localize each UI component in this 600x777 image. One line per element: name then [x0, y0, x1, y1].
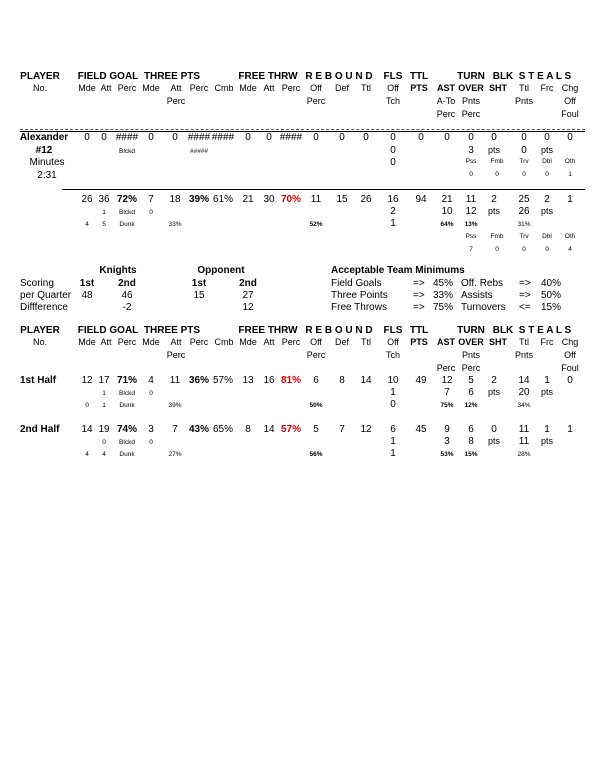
header-col-label: Mde	[78, 83, 96, 93]
stat-cell: 26	[81, 194, 93, 205]
stat-cell: 14	[81, 424, 93, 435]
turnover-type-label: Dbl	[542, 233, 552, 240]
header-col-label: Off	[564, 350, 576, 360]
rebound-perc: 56%	[309, 451, 323, 458]
header-col-label: Att	[100, 337, 112, 347]
turnover-type-label: Oth	[564, 158, 576, 165]
three-perc: 39%	[168, 402, 182, 409]
knights-q1: 48	[81, 290, 93, 301]
stat-cell: 11	[465, 194, 477, 205]
dunk-made: 4	[85, 451, 89, 458]
header-col-label: Frc	[540, 83, 554, 93]
player-stat-cell: ####	[211, 132, 235, 143]
header-col-label: Mde	[142, 337, 160, 347]
assist-turnover-perc: 53%	[440, 451, 454, 458]
rebound-perc: 52%	[309, 221, 323, 228]
header-group-label: BLK	[492, 325, 514, 336]
fouls-value: 0	[390, 145, 396, 156]
stat-cell: 94	[415, 194, 427, 205]
turnover-type-label: Pss	[465, 233, 477, 240]
stat-cell: 17	[98, 375, 110, 386]
stat-cell: 0	[491, 424, 497, 435]
steals-total: 0	[521, 145, 527, 156]
header-group-label: FLS	[383, 71, 403, 82]
minutes-label: Minutes	[29, 157, 65, 168]
stat-cell: 14	[263, 424, 275, 435]
header-col-label: Att	[263, 83, 275, 93]
assists-value: 10	[441, 206, 453, 217]
player-stat-cell: 0	[339, 132, 345, 143]
dunk-att: 1	[102, 402, 106, 409]
knights-diff: -2	[122, 302, 132, 313]
turnover-type-value: 0	[545, 246, 549, 253]
fouls-value: 0	[390, 157, 396, 168]
quarter-label: 1st	[79, 278, 95, 289]
header-col-label: Perc	[117, 337, 137, 347]
header-col-label: PTS	[410, 337, 428, 347]
stat-cell: 5	[468, 375, 474, 386]
player-stat-cell: 0	[313, 132, 319, 143]
header-col-label: Perc	[436, 363, 456, 373]
minimum-label: Three Points	[331, 290, 388, 301]
header-col-label: Att	[263, 337, 275, 347]
header-col-label: Foul	[561, 363, 579, 373]
scoring-row-label: Scoring	[20, 278, 54, 289]
turnover-type-label: Oth	[564, 233, 576, 240]
stat-cell: 14	[518, 375, 530, 386]
stat-cell: 21	[242, 194, 254, 205]
header-col-label: OVER	[458, 83, 484, 93]
points-unit: pts	[487, 145, 501, 155]
turnover-value: 12	[465, 206, 477, 217]
player-stat-cell: ####	[187, 132, 211, 143]
player-stat-cell: ####	[279, 132, 303, 143]
header-col-label: Foul	[561, 109, 579, 119]
player-stat-cell: 0	[390, 132, 396, 143]
player-stat-cell: 0	[521, 132, 527, 143]
header-col-label: Off	[387, 337, 399, 347]
half-label: 1st Half	[20, 375, 57, 386]
quarter-label: 1st	[191, 278, 207, 289]
knights-q2: 46	[121, 290, 133, 301]
steals-total: 11	[518, 436, 530, 447]
steals-total: 26	[518, 206, 530, 217]
header-col-label: SHT	[489, 83, 507, 93]
header-col-label: Off	[310, 83, 322, 93]
dunk-made: 0	[85, 402, 89, 409]
stat-cell: 11	[169, 375, 181, 386]
header-col-label: AST	[437, 337, 455, 347]
header-col-label: Perc	[461, 363, 481, 373]
header-group-label: TURN	[457, 71, 485, 82]
stat-cell: 45	[415, 424, 427, 435]
dunk-label: Dunk	[119, 402, 135, 409]
minimum-label: Turnovers	[461, 302, 506, 313]
player-stat-cell: 0	[266, 132, 272, 143]
scoring-row-label: Diffference	[20, 302, 68, 313]
blocked-label: Blckd	[119, 209, 135, 216]
blocked-count: 1	[102, 209, 106, 216]
stat-cell: 36%	[188, 375, 210, 386]
header-group-label: R E B O U N D	[305, 325, 373, 336]
blocked-label: Blckd	[119, 439, 135, 446]
minimum-arrow: =>	[519, 278, 531, 289]
quarter-label: 2nd	[239, 278, 257, 289]
steals-perc: 34%	[517, 402, 531, 409]
stat-cell: 15	[336, 194, 348, 205]
header-col-label: Ttl	[519, 83, 529, 93]
header-group-label: FREE THRW	[238, 71, 298, 82]
stat-cell: 57%	[280, 424, 302, 435]
header-col-label: Perc	[189, 337, 209, 347]
header-col-label: Ttl	[361, 337, 371, 347]
turnover-type-value: 4	[568, 246, 572, 253]
header-col-label: Off	[387, 83, 399, 93]
header-group-label: BLK	[492, 71, 514, 82]
stat-cell: 16	[263, 375, 275, 386]
stat-cell: 49	[415, 375, 427, 386]
header-col-label: Tch	[385, 96, 401, 106]
quarter-label: 2nd	[118, 278, 136, 289]
header-col-label: Mde	[239, 337, 257, 347]
blocked-label: Blckd	[119, 148, 135, 155]
header-group-label: FLS	[383, 325, 403, 336]
points-unit: pts	[540, 387, 554, 397]
player-number: #12	[35, 145, 53, 156]
header-group-label: PLAYER	[20, 325, 60, 336]
stat-cell: 10	[387, 375, 399, 386]
header-col-label: Tch	[385, 350, 401, 360]
header-col-label: A-To	[436, 96, 456, 106]
minimum-label: Free Throws	[331, 302, 387, 313]
turnover-value: 8	[468, 436, 474, 447]
header-col-label: Frc	[540, 337, 554, 347]
stat-cell: 6	[468, 424, 474, 435]
turnover-perc: 13%	[464, 221, 478, 228]
stat-cell: 11	[310, 194, 322, 205]
stat-cell: 2	[491, 375, 497, 386]
scoring-row-label: per Quarter	[20, 290, 72, 301]
stat-cell: 12	[360, 424, 372, 435]
assists-value: 3	[444, 436, 450, 447]
half-label: 2nd Half	[20, 424, 60, 435]
minutes-value: 2:31	[37, 170, 57, 181]
header-col-label: Perc	[281, 337, 301, 347]
stat-cell: 9	[444, 424, 450, 435]
turnover-value: 6	[468, 387, 474, 398]
minimums-title: Acceptable Team Minimums	[331, 265, 465, 276]
opponent-q2: 27	[242, 290, 254, 301]
header-col-label: Mde	[239, 83, 257, 93]
header-col-label: Perc	[189, 83, 209, 93]
header-col-label: Ttl	[361, 83, 371, 93]
turnover-type-label: Trv	[519, 233, 529, 240]
player-stat-cell: ####	[115, 132, 139, 143]
header-col-label: Def	[334, 83, 350, 93]
header-col-label: Att	[170, 337, 182, 347]
stat-cell: 12	[81, 375, 93, 386]
header-col-label: Perc	[306, 350, 326, 360]
header-col-label: Off	[310, 337, 322, 347]
stat-cell: 1	[544, 424, 550, 435]
header-col-label: Perc	[281, 83, 301, 93]
stat-cell: 7	[148, 194, 154, 205]
stat-cell: 72%	[116, 194, 138, 205]
stat-cell: 4	[148, 375, 154, 386]
dunk-label: Dunk	[119, 451, 135, 458]
header-group-label: TTL	[409, 325, 429, 336]
stat-cell: 14	[360, 375, 372, 386]
dunk-att: 5	[102, 221, 106, 228]
overflow-value: #####	[189, 148, 209, 155]
minimum-label: Assists	[461, 290, 493, 301]
points-unit: pts	[540, 145, 554, 155]
minimum-arrow: =>	[413, 278, 425, 289]
header-col-label: Perc	[166, 96, 186, 106]
minimum-label: Field Goals	[331, 278, 382, 289]
header-col-label: Pnts	[514, 96, 534, 106]
header-col-label: Mde	[142, 83, 160, 93]
points-unit: pts	[487, 436, 501, 446]
header-col-label: Perc	[436, 109, 456, 119]
player-stat-cell: 0	[444, 132, 450, 143]
turnover-type-value: 1	[568, 171, 572, 178]
player-stat-cell: 0	[491, 132, 497, 143]
steals-total: 20	[518, 387, 530, 398]
steals-perc: 28%	[517, 451, 531, 458]
opponent-q1: 15	[193, 290, 205, 301]
header-col-label: PTS	[410, 83, 428, 93]
header-col-label: Perc	[306, 96, 326, 106]
turnover-type-label: Fmb	[490, 233, 504, 240]
points-unit: pts	[540, 436, 554, 446]
steals-perc: 31%	[517, 221, 531, 228]
stat-cell: 43%	[188, 424, 210, 435]
header-col-label: OVER	[458, 337, 484, 347]
stat-cell: 25	[518, 194, 530, 205]
opponent-diff: 12	[242, 302, 254, 313]
minimum-value: 45%	[433, 278, 454, 289]
header-col-label: Cmb	[214, 83, 234, 93]
blocked-count: 1	[102, 390, 106, 397]
header-col-label: Perc	[166, 350, 186, 360]
stat-cell: 36	[98, 194, 110, 205]
player-name: Alexander	[19, 132, 69, 143]
header-group-label: PLAYER	[20, 71, 60, 82]
stat-cell: 74%	[116, 424, 138, 435]
dunk-att: 4	[102, 451, 106, 458]
turnover-type-value: 0	[522, 171, 526, 178]
stat-cell: 1	[567, 424, 573, 435]
header-group-label: TURN	[457, 325, 485, 336]
stat-cell: 7	[172, 424, 178, 435]
minimum-arrow: =>	[413, 290, 425, 301]
header-col-label: AST	[437, 83, 455, 93]
points-unit: pts	[487, 387, 501, 397]
stat-cell: 70%	[280, 194, 302, 205]
three-perc: 27%	[168, 451, 182, 458]
three-perc: 33%	[168, 221, 182, 228]
knights-label: Knights	[99, 265, 137, 276]
header-group-label: THREE PTS	[143, 325, 201, 336]
stat-cell: 1	[544, 375, 550, 386]
player-stat-cell: 0	[418, 132, 424, 143]
stat-cell: 6	[313, 375, 319, 386]
turnover-type-label: Fmb	[490, 158, 504, 165]
stat-cell: 2	[544, 194, 550, 205]
stat-cell: 8	[339, 375, 345, 386]
fouls-value: 1	[390, 387, 396, 398]
turnover-type-label: Pss	[465, 158, 477, 165]
minimum-arrow: =>	[519, 290, 531, 301]
fouls-value: 0	[390, 399, 396, 410]
stat-cell: 30	[263, 194, 275, 205]
turnover-type-value: 0	[469, 171, 473, 178]
turnover-type-value: 7	[469, 246, 473, 253]
header-group-label: R E B O U N D	[305, 71, 373, 82]
stat-cell: 26	[360, 194, 372, 205]
header-col-label: Off	[564, 96, 576, 106]
header-col-label: No.	[32, 337, 48, 347]
stat-cell: 57%	[212, 375, 234, 386]
player-stat-cell: 0	[101, 132, 107, 143]
minimum-value: 75%	[433, 302, 454, 313]
assist-turnover-perc: 75%	[440, 402, 454, 409]
blocked-label: Blckd	[119, 390, 135, 397]
stat-cell: 13	[242, 375, 254, 386]
stat-cell: 1	[567, 194, 573, 205]
stat-cell: 3	[148, 424, 154, 435]
header-col-label: Ttl	[519, 337, 529, 347]
fouls-value: 1	[390, 218, 396, 229]
blocked-three: 0	[149, 439, 153, 446]
header-col-label: Att	[100, 83, 112, 93]
blocked-count: 0	[102, 439, 106, 446]
minimum-arrow: <=	[519, 302, 531, 313]
stat-cell: 21	[441, 194, 453, 205]
player-stat-cell: 0	[172, 132, 178, 143]
header-group-label: THREE PTS	[143, 71, 201, 82]
header-col-label: SHT	[489, 337, 507, 347]
minimum-label: Off. Rebs	[461, 278, 504, 289]
stat-cell: 81%	[280, 375, 302, 386]
minimum-value: 33%	[433, 290, 454, 301]
header-col-label: Chg	[561, 83, 579, 93]
player-stat-cell: 0	[468, 132, 474, 143]
minimum-value: 40%	[541, 278, 562, 289]
header-col-label: Pnts	[461, 96, 481, 106]
turnover-perc: 15%	[464, 451, 478, 458]
player-stat-cell: 0	[363, 132, 369, 143]
stat-cell: 12	[441, 375, 453, 386]
header-group-label: FIELD GOAL	[77, 71, 139, 82]
stat-cell: 2	[491, 194, 497, 205]
header-group-label: TTL	[409, 71, 429, 82]
stat-cell: 16	[387, 194, 399, 205]
header-col-label: No.	[32, 83, 48, 93]
blocked-three: 0	[149, 390, 153, 397]
player-stat-cell: 0	[544, 132, 550, 143]
stat-cell: 18	[169, 194, 181, 205]
minimum-arrow: =>	[413, 302, 425, 313]
points-unit: pts	[487, 206, 501, 216]
opponent-label: Opponent	[197, 265, 245, 276]
stat-cell: 65%	[212, 424, 234, 435]
turnover-type-value: 0	[495, 171, 499, 178]
fouls-value: 1	[390, 448, 396, 459]
header-col-label: Cmb	[214, 337, 234, 347]
dunk-made: 4	[85, 221, 89, 228]
header-group-label: S T E A L S	[518, 325, 572, 336]
header-col-label: Pnts	[514, 350, 534, 360]
stat-cell: 0	[567, 375, 573, 386]
turnover-type-label: Dbl	[542, 158, 552, 165]
player-stat-cell: 0	[245, 132, 251, 143]
stat-cell: 39%	[188, 194, 210, 205]
rebound-perc: 50%	[309, 402, 323, 409]
header-col-label: Pnts	[461, 350, 481, 360]
stat-cell: 19	[98, 424, 110, 435]
turnover-type-label: Trv	[519, 158, 529, 165]
turnover-type-value: 0	[495, 246, 499, 253]
player-stat-cell: 0	[84, 132, 90, 143]
blocked-three: 0	[149, 209, 153, 216]
header-col-label: Att	[170, 83, 182, 93]
dunk-label: Dunk	[119, 221, 135, 228]
minimum-value: 50%	[541, 290, 562, 301]
header-group-label: FIELD GOAL	[77, 325, 139, 336]
header-group-label: FREE THRW	[238, 325, 298, 336]
header-col-label: Mde	[78, 337, 96, 347]
assist-turnover-perc: 64%	[440, 221, 454, 228]
turnover-perc: 12%	[464, 402, 478, 409]
turnover-type-value: 0	[522, 246, 526, 253]
stat-cell: 71%	[116, 375, 138, 386]
header-col-label: Def	[334, 337, 350, 347]
turnover-value: 3	[468, 145, 474, 156]
header-col-label: Perc	[117, 83, 137, 93]
assists-value: 7	[444, 387, 450, 398]
stat-cell: 6	[390, 424, 396, 435]
minimum-value: 15%	[541, 302, 562, 313]
player-stat-cell: 0	[148, 132, 154, 143]
points-unit: pts	[540, 206, 554, 216]
stat-cell: 11	[518, 424, 530, 435]
fouls-value: 2	[390, 206, 396, 217]
header-col-label: Perc	[461, 109, 481, 119]
fouls-value: 1	[390, 436, 396, 447]
header-group-label: S T E A L S	[518, 71, 572, 82]
player-stat-cell: 0	[567, 132, 573, 143]
turnover-type-value: 0	[545, 171, 549, 178]
stat-cell: 8	[245, 424, 251, 435]
stat-cell: 61%	[212, 194, 234, 205]
stat-cell: 7	[339, 424, 345, 435]
header-col-label: Chg	[561, 337, 579, 347]
stat-cell: 5	[313, 424, 319, 435]
totals-divider	[62, 189, 585, 190]
